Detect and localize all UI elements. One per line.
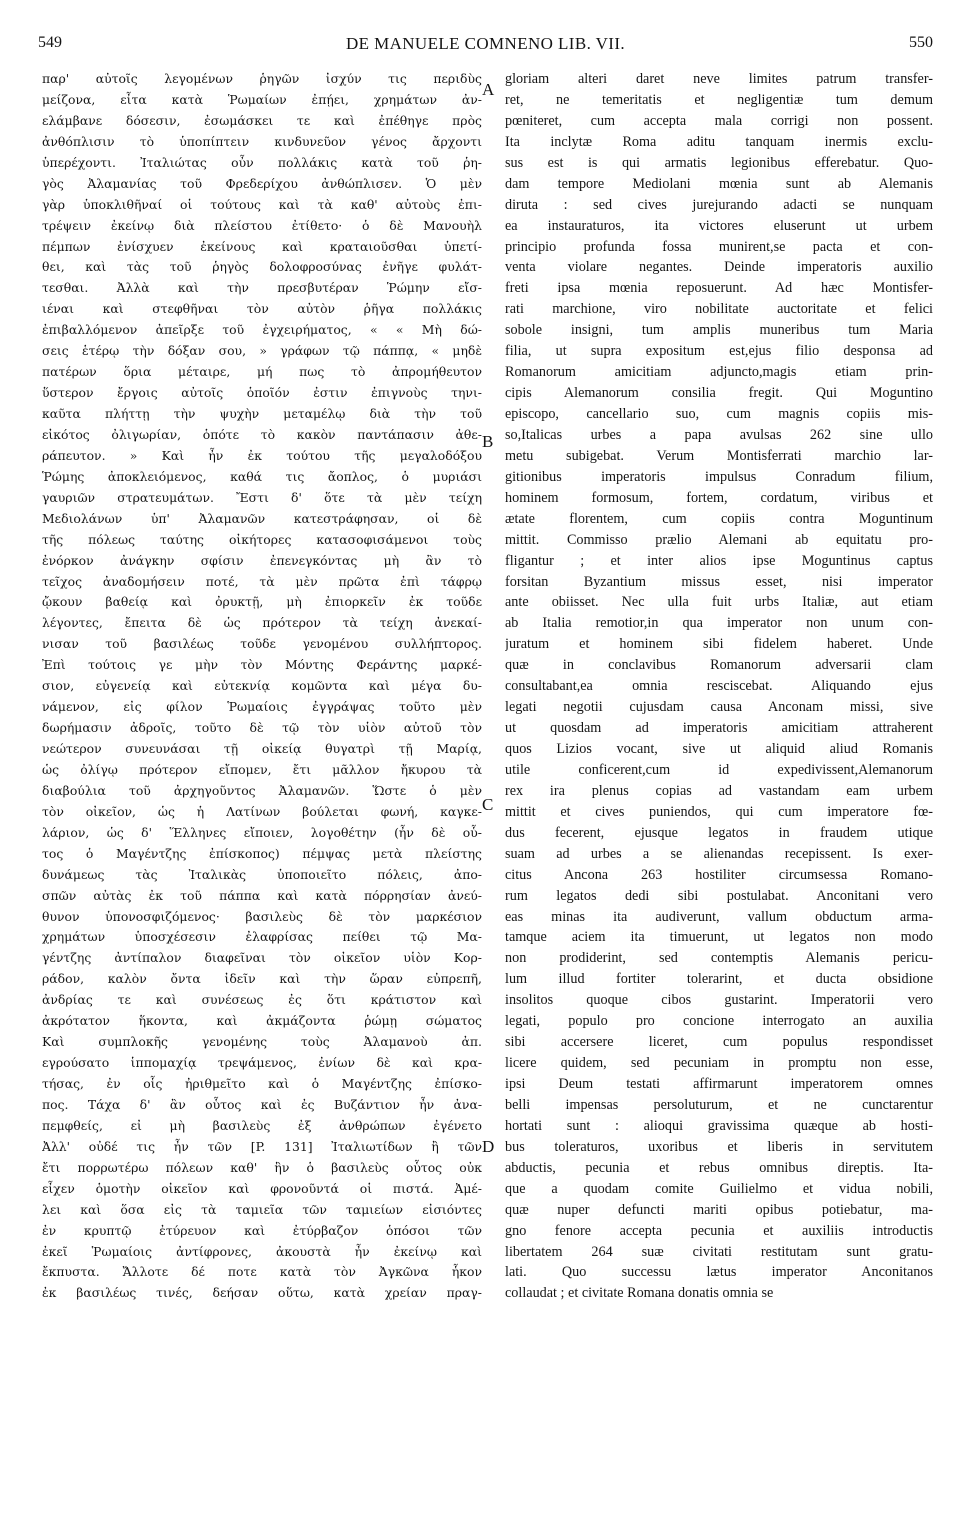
text-line: εγρούσατο ἱππομαχίᾳ τρεψάμενος, ἐνίων δὲ καὶ κρα- xyxy=(42,1055,482,1071)
text-line: belli impensas persoluturum, et ne cunctarentur xyxy=(505,1096,933,1113)
text-line: ράδον, καλὸν ὄντα ἰδεῖν καὶ τὴν ὥραν εὐπρεπῆ, xyxy=(42,971,482,987)
text-line: rex ira plenus copias ad vastandam eam urbem xyxy=(505,782,933,799)
text-line: ἀνθόπλισιν τὸ ὑποπίπτειν κινδυνεῦον γένος ἄρχοντι xyxy=(42,133,482,149)
text-line: τεῖχος ἀναδομήσειν ποτέ, τὰ μὲν πρῶτα ἐπὶ τάφρῳ xyxy=(42,573,482,589)
text-line: γέντζης ἀντίπαλον διαφεῖναι τὸν οἰκεῖον υἱὸν Κορ- xyxy=(42,950,482,966)
text-line: mittit et cives puniendos, qui cum imperatore fœ- xyxy=(505,803,933,820)
text-line: ἐκεῖ Ῥωμαίοις ἀντίφρονες, ἀκουστὰ ἦν ἐκείνῳ καὶ xyxy=(42,1243,482,1259)
text-line: que a quodam comite Guilielmo et vidua nobili, xyxy=(505,1180,933,1197)
text-line: suam ad urbes a se alienandas recepissent. Is exer- xyxy=(505,845,933,862)
text-line: utile conficerent,cum id expedivissent,Alemanorum xyxy=(505,761,933,778)
text-line: εἰκότος ὀλιγωρίαν, ὁπότε τὸ κακὸν παντάπασιν ἀθε- xyxy=(42,426,482,442)
margin-marker-a: A xyxy=(482,80,495,99)
text-line: λάριον, ὡς δ' Ἕλληνες εἴποιεν, λογοθέτην (ἦν δὲ οὗ- xyxy=(42,824,482,840)
text-line: Romanorum amicitiam adjuncto,magis etiam prin- xyxy=(505,364,933,381)
text-line: γὸς Ἀλαμανίας τοῦ Φρεδερίχου ἀνθώπλισεν. Ὁ μὲν xyxy=(42,175,482,191)
text-line: τὸν οἰκεῖον, ὡς ἡ Λατίνων βούλεται φωνή, καγκε- xyxy=(42,803,482,819)
text-line: quæ nuper defuncti mariti opibus potiebatur, ma- xyxy=(505,1201,933,1218)
text-line: τῆς πόλεως ταύτης οἰκήτορες κατασοφισάμενοι τοὺς xyxy=(42,531,482,547)
text-line: lum illud fortiter tolerarint, et ducta obsidione xyxy=(505,971,933,988)
text-line: citus Ancona 263 hostiliter circumsessa Romano- xyxy=(505,866,933,883)
text-line: ιέναι καὶ στεφθῆναι τὸν αὐτὸν ῥῆγα πολλάκις xyxy=(42,301,482,317)
text-line: episcopo, cancellario suo, cum magnis copiis mis- xyxy=(505,406,933,422)
running-header xyxy=(38,34,933,60)
text-line: καῦτα πλήττῃ τὴν ψυχὴν μεταμέλῳ διὰ τὴν τοῦ xyxy=(42,406,482,421)
text-line: insolitos quoque cibos gustarint. Imperatorii vero xyxy=(505,992,933,1009)
text-line: πέμπων ἐνίσχυεν ἐκείνους καὶ κραταιοῦσθαι ὑπετί- xyxy=(42,238,482,254)
text-line: forsitan Byzantium missus esset, nisi imperator xyxy=(505,573,933,590)
text-line: τεσθαι. Ἀλλὰ καὶ τὴν πρεσβυτέραν Ῥώμην εἴσ- xyxy=(42,280,482,296)
text-line: hortati sunt : alioqui gravissima quæque ab hosti- xyxy=(505,1117,933,1134)
text-line: ἐκ βασιλέως τινές, δεήσαν οὕτω, κατὰ χρείαν πραγ- xyxy=(42,1285,482,1301)
text-line: filia, ut supra expositum est,ejus filio desponsa ad xyxy=(505,343,933,360)
text-line: ἐν κρυπτῷ ἐτύρευον καὶ ἐτύρβαζον ὁπόσοι τῶν xyxy=(42,1222,482,1238)
text-line: ὑπερέχοντι. Ἰταλιώτας οὖν πολλάκις κατὰ τοῦ ῥη- xyxy=(42,154,482,170)
text-line: bus toleraturos, uxoribus et liberis in servitutem xyxy=(505,1138,933,1155)
text-line: freti ipsa mœnia reposuerunt. Ad hæc Montisfer- xyxy=(505,280,933,297)
text-line: ὡς ὀλίγῳ πρότερον εἴπομεν, ἔτι μᾶλλον ἤκυρου τὰ xyxy=(42,761,482,777)
text-line: diruta : sed cives jurejurando adacti se nunquam xyxy=(505,196,933,213)
text-line: sibi accersere liceret, cum populus respondisset xyxy=(505,1034,933,1051)
text-line: νισαν τοῦ βασιλέως τοῦδε γενομένου συλλήπτορος. xyxy=(42,636,482,652)
text-line: θει, καὶ τὰς τοῦ ῥηγὸς δολοφροσύνας ἐνῆγε φυλάτ- xyxy=(42,259,482,275)
text-line: juratum et hominem sibi fidelem haberet. Unde xyxy=(505,636,933,653)
text-line: γὰρ ὑποκλιθῆναί οἱ τούτους καὶ τὰ καθ' αὐτοὺς ἐπι- xyxy=(42,196,482,212)
text-line: Ἀλλ' οὐδέ τις ἦν τῶν [P. 131] Ἰταλιωτίδων ἢ τῶν xyxy=(42,1138,482,1154)
text-line: παρ' αὐτοῖς λεγομένων ῥηγῶν ἰσχύν τις περιδὺς xyxy=(42,71,482,86)
text-line: ab Italia remotior,in qua imperator non unum con- xyxy=(505,615,933,632)
greek-text-column xyxy=(42,69,482,1304)
text-line: collaudat ; et civitate Romana donatis omnia se xyxy=(505,1285,774,1302)
text-line: quos Lizios vocant, sive ut aliquid aliud Romanis xyxy=(505,741,933,757)
text-line: libertatem 264 suæ civitati restitutam sunt gratu- xyxy=(505,1243,933,1260)
text-line: consultabant,ea omnia resciscebat. Aliquando ejus xyxy=(505,678,933,695)
text-line: cipis Alemanorum consilia fregit. Qui Moguntino xyxy=(505,385,933,402)
text-line: μείζονα, εἶτα κατὰ Ῥωμαίων ἐπῄει, χρημάτων ἀν- xyxy=(42,91,482,107)
text-line: ἐπιβαλλόμενον ἀπεῖρξε τοῦ ἐγχειρήματος, « « Μὴ δώ- xyxy=(42,322,482,338)
text-line: ράπευτον. » Καὶ ἦν ἐκ τούτου τῆς μεγαλοδόξου xyxy=(42,447,482,463)
text-line: διαβούλια τοῦ ἀρχηγοῦντος Ἀλαμανῶν. Ὥστε ὁ μὲν xyxy=(42,782,482,798)
page-number-right: 550 xyxy=(909,34,933,51)
text-line: eas minas ita audiverunt, vallum obductum arma- xyxy=(505,908,933,925)
text-line: ipsi Deum testati affirmarunt imperatorem omnes xyxy=(505,1076,933,1092)
text-line: ᾤκουν βαθείᾳ καὶ ὀρυκτῇ, μὴ ἐπιορκεῖν ἐκ τοῦδε xyxy=(42,594,482,610)
text-line: τήσας, ἐν οἷς ἠριθμεῖτο καὶ ὁ Μαγέντζης ἐπίσκο- xyxy=(42,1076,482,1091)
text-line: ἔκπυστα. Ἄλλοτε δέ ποτε κατὰ τὸν Ἀγκῶνα ἧκον xyxy=(42,1264,482,1280)
text-line: γαυριῶν στρατευμάτων. Ἔστι δ' ὅτε τὰ μὲν τείχη xyxy=(42,489,482,505)
text-line: rum legatos dedi sibi postulabat. Anconitani vero xyxy=(505,887,933,904)
text-line: τρέψειν ἐκείνῳ διὰ πλείστου ἐτίθετο· ὁ δὲ Μανουὴλ xyxy=(42,217,482,233)
page-number-left: 549 xyxy=(38,34,62,51)
running-title: DE MANUELE COMNENO LIB. VII. xyxy=(345,34,626,53)
text-line: σιον, εὐγενείᾳ καὶ εὐτεκνίᾳ κομῶντα καὶ μέγα δυ- xyxy=(42,678,482,694)
text-line: ελάμβανε δόσεσιν, ἐσωμάσκει τε καὶ ἐπέθηγε πρὸς xyxy=(42,112,482,128)
text-line: πεμφθείς, εἰ μὴ βασιλεὺς ἐξ ἀνθρώπων ἐγένετο xyxy=(42,1117,482,1133)
text-line: tamque aciem ita timuerunt, ut legatos non modo xyxy=(505,929,933,946)
text-line: lati. Quo successu lætus imperator Anconitanos xyxy=(505,1264,933,1281)
text-line: πατέρων ὅρια μέταιρε, μή πως τὸ ἀπρομήθευτον xyxy=(42,364,482,380)
text-line: gloriam alteri daret neve limites patrum transfer- xyxy=(505,71,933,87)
text-line: τος ὁ Μαγέντζης ἐπίσκοπος) πέμψας μετὰ πλείστης xyxy=(42,845,482,861)
text-line: δυνάμεως τὰς Ἰταλικὰς ὑποποιεῖτο πόλεις, ἀπο- xyxy=(42,866,482,882)
text-line: mittit. Commisso prælio Alemani ab equitatu pro- xyxy=(505,531,933,548)
text-line: ætate florentem, cum copiis contra Moguntinum xyxy=(505,510,933,527)
text-line: dam tempore Mediolani mœnia sunt ab Alemanis xyxy=(505,175,933,192)
text-line: gitionibus imperatoris impulsus Conradum filium, xyxy=(505,468,933,485)
text-line: ἔτι πορρωτέρω πόλεων καθ' ἣν ὁ βασιλεὺς οὗτος οὐκ xyxy=(42,1159,482,1175)
margin-marker-c: C xyxy=(482,795,494,814)
text-line: σπῶν αὐτὰς ἐκ τοῦ πάππα καὶ κατὰ πόρρησίαν ἀνεύ- xyxy=(42,887,482,903)
text-line: ante obiisset. Nec ulla fuit urbs Italiæ, aut etiam xyxy=(505,594,933,611)
text-line: gno fenore accepta pecunia et auxiliis introductis xyxy=(505,1222,933,1239)
text-line: σεις ἑτέρῳ τὴν δόξαν σου, » γράφων τῷ πάππᾳ, « μηδὲ xyxy=(42,343,482,359)
text-line: rati marchione, viro nobilitate auctoritate et felici xyxy=(505,301,933,318)
text-line: ea instauraturos, ita victores eluserunt ut urbem xyxy=(505,217,933,234)
text-line: πος. Τάχα δ' ἂν οὗτος καὶ ἐς Βυζάντιον ἦν ἀνα- xyxy=(42,1096,482,1112)
text-line: so,Italicas urbes a papa avulsas 262 sine ullo xyxy=(505,426,933,443)
text-line: λέγοντες, ἔπειτα δὲ ὡς πρότερον τὰ τείχη ἀνεκαί- xyxy=(42,615,482,631)
text-line: εἶχεν ὁμοτὴν οἰκεῖον καὶ φρονοῦντά οἱ πιστά. Ἀμέ- xyxy=(42,1180,482,1196)
text-line: dus fecerent, ejusque legatos in fraudem utique xyxy=(505,824,933,841)
text-line: ret, ne temeritatis et negligentiæ tum demum xyxy=(505,91,933,108)
text-line: fligantur ; et inter alios ipse Moguntinus captus xyxy=(505,552,933,569)
text-line: Ῥώμης ἀποκλειόμενος, καθά τις ἄοπλος, ὁ μυριάσι xyxy=(42,468,482,484)
text-line: pœniteret, cum accepta mala corrigi non possent. xyxy=(505,112,933,129)
text-line: νάμενον, εἰς φίλον Ῥωμαίοις ἐγγράψας τοῦτο μὲν xyxy=(42,699,482,715)
text-line: abductis, pecunia et rebus omnibus direptis. Ita- xyxy=(505,1159,933,1176)
text-line: Ἐπὶ τούτοις γε μὴν τὸν Μόντης Φεράντης μαρκέ- xyxy=(42,657,482,673)
text-line: sobole insigni, tum amplis muneribus tum Maria xyxy=(505,322,933,339)
text-line: ὕστερον ἔργοις αὐτοῖς ὁποῖόν ἐστιν ἐπιγνοὺς τηνι- xyxy=(42,385,482,401)
text-line: principio profunda fossa munirent,se pacta et con- xyxy=(505,238,933,255)
text-line: quæ in conclavibus Romanorum adversarii clam xyxy=(505,657,933,674)
text-line: legati negotii cujusdam causa Anconam missi, sive xyxy=(505,699,933,716)
text-line: non prodiderint, sed contemptis Alemanis pericu- xyxy=(505,950,933,967)
text-line: licere quidem, sed pecuniam in promptu non esse, xyxy=(505,1055,933,1072)
text-line: Καὶ συμπλοκῆς γενομένης τοὺς Ἀλαμανοὺ ἀπ. xyxy=(42,1034,482,1050)
margin-marker-d: D xyxy=(482,1137,495,1156)
text-line: Μεδιολάνων ὑπ' Ἀλαμανῶν κατεστράφησαν, οἱ δὲ xyxy=(42,510,482,526)
text-line: sus est is qui armatis legionibus efferebatur. Quo- xyxy=(505,154,933,171)
text-line: λει καὶ ὅσα εἰς τὰ ταμιεῖα τῶν ταμιείων εἰσιόντες xyxy=(42,1201,482,1217)
text-line: ἀκρότατον ἥκοντα, καὶ ἀκμάζοντα ῥώμῃ σώματος xyxy=(42,1013,482,1029)
margin-marker-b: B xyxy=(482,432,494,451)
text-line: ut quosdam ad imperatoris amicitiam attraherent xyxy=(505,720,933,737)
text-line: θυνον ὑπονοσφιζόμενος· βασιλεὺς δὲ τὸν μαρκέσιον xyxy=(42,908,482,924)
text-line: δωρήμασιν ἀδροῖς, τοῦτο δὲ τῷ τὸν υἱὸν αὐτοῦ τὸν xyxy=(42,720,482,736)
text-line: νεώτερον συνευνάσαι τῇ οἰκείᾳ θυγατρὶ τῇ Μαρίᾳ, xyxy=(42,741,482,756)
text-line: ἀνδρίας τε καὶ συνέσεως ἐς ὅτι κράτιστον καὶ xyxy=(42,992,482,1008)
text-line: metu subigebat. Verum Montisferrati marchio lar- xyxy=(505,447,933,464)
text-line: Ita inclytæ Roma aditu tanquam inermis exclu- xyxy=(505,133,933,150)
text-line: ἐνόρκον ἀνάγκην σφίσιν ἐπενεγκόντας μὴ ἂν τὸ xyxy=(42,552,482,568)
latin-text-column xyxy=(505,69,933,1304)
text-line: χρημάτων ὑποσχέσεσιν ἐλαφρίσας πείθει τῷ Μα- xyxy=(42,929,482,945)
text-line: legati, populo pro concione interrogato an auxilia xyxy=(505,1013,933,1030)
text-line: venta violare negantes. Deinde imperatoris auxilio xyxy=(505,259,933,276)
text-line: hominem formosum, fortem, cordatum, viribus et xyxy=(505,489,933,506)
